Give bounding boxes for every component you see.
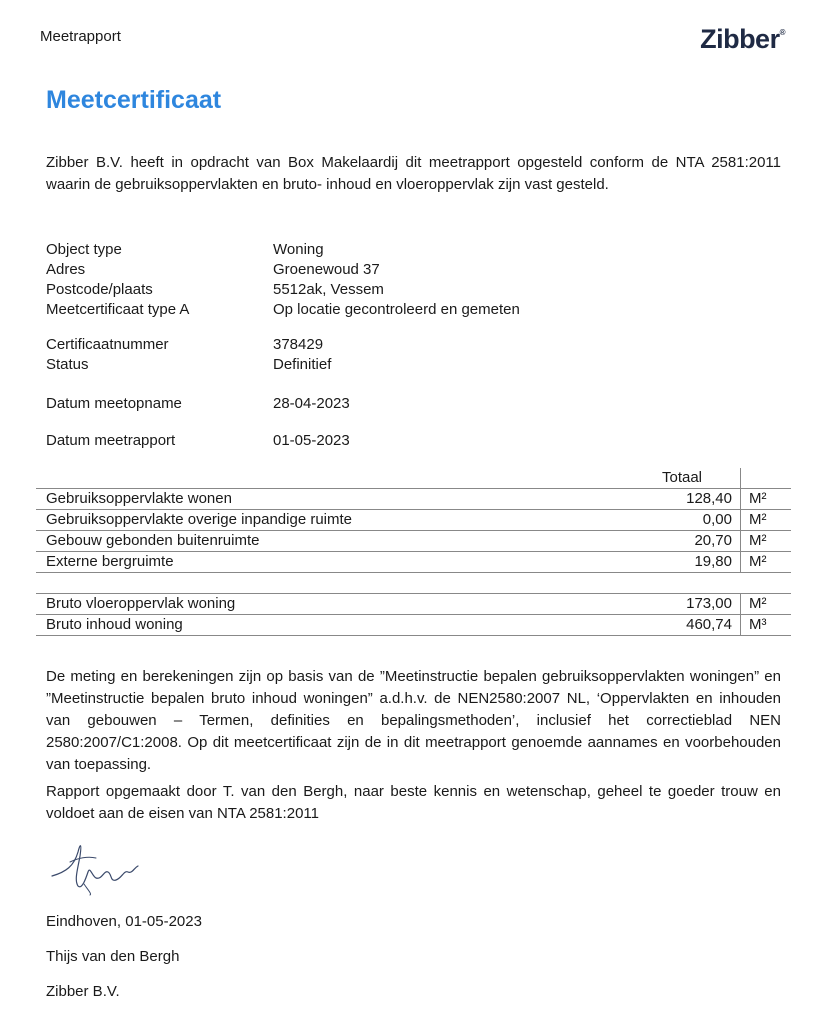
methodology-paragraph: De meting en berekeningen zijn op basis van de ”Meetinstructie bepalen gebruiksoppervlakten woningen” en ”Meetinstructie bepalen bruto inhoud woningen” a.d.h.v. de NEN2580:2007 NL, ‘Oppervlakten en inhouden van gebouwen – Termen, definities en bepalingsmethoden’, inclusief het correctieblad NEN 2580:2007/C1:2008. Op dit meetcertificaat zijn de in dit meetrapport genoemde aannames en voorbehouden van toepassing. xyxy=(46,668,781,773)
row-value: 173,00 xyxy=(622,594,741,615)
signatory-name: Thijs van den Bergh xyxy=(46,948,180,965)
row-value: 19,80 xyxy=(622,552,741,573)
measurement-table xyxy=(36,468,791,636)
logo-mark: ® xyxy=(779,28,785,37)
info-label: Meetcertificaat type A xyxy=(46,301,190,318)
info-value: 378429 xyxy=(273,336,324,353)
info-row-certificaatnummer xyxy=(46,335,781,355)
row-unit: M² xyxy=(741,552,792,573)
header-label: Meetrapport xyxy=(40,28,121,45)
zibber-logo xyxy=(700,24,785,55)
info-label: Object type xyxy=(46,241,122,258)
table-row xyxy=(36,594,791,615)
table-row xyxy=(36,615,791,636)
place-date: Eindhoven, 01-05-2023 xyxy=(46,913,202,930)
info-row-datum-meetrapport xyxy=(46,431,781,451)
row-unit: M² xyxy=(741,510,792,531)
table-row xyxy=(36,531,791,552)
logo-text: Zibber xyxy=(700,24,780,54)
row-value: 0,00 xyxy=(622,510,741,531)
info-value: Op locatie gecontroleerd en gemeten xyxy=(273,301,520,318)
info-label: Datum meetopname xyxy=(46,395,182,412)
info-row-object-type xyxy=(46,240,781,260)
row-value: 128,40 xyxy=(622,489,741,510)
row-label: Externe bergruimte xyxy=(36,552,622,573)
info-row-adres xyxy=(46,260,781,280)
row-unit: M² xyxy=(741,489,792,510)
row-label: Gebruiksoppervlakte overige inpandige ruimte xyxy=(36,510,622,531)
info-label: Datum meetrapport xyxy=(46,432,176,449)
row-label: Gebouw gebonden buitenruimte xyxy=(36,531,622,552)
info-label: Certificaatnummer xyxy=(46,336,169,353)
column-header-totaal: Totaal xyxy=(622,468,741,489)
info-row-postcode xyxy=(46,280,781,300)
table-spacer-row xyxy=(36,573,791,594)
page-title: Meetcertificaat xyxy=(46,86,222,114)
row-label: Bruto vloeroppervlak woning xyxy=(36,594,622,615)
info-row-status xyxy=(46,355,781,375)
info-value: 5512ak, Vessem xyxy=(273,281,384,298)
table-row xyxy=(36,489,791,510)
info-value: Groenewoud 37 xyxy=(273,261,380,278)
row-unit: M² xyxy=(741,531,792,552)
row-unit: M³ xyxy=(741,615,792,636)
info-value: 28-04-2023 xyxy=(273,395,350,412)
row-unit: M² xyxy=(741,594,792,615)
row-label: Gebruiksoppervlakte wonen xyxy=(36,489,622,510)
company-name: Zibber B.V. xyxy=(46,983,120,1000)
row-label: Bruto inhoud woning xyxy=(36,615,622,636)
signature-image xyxy=(44,832,164,896)
info-value: Woning xyxy=(273,241,324,258)
table-row xyxy=(36,510,791,531)
intro-paragraph: Zibber B.V. heeft in opdracht van Box Makelaardij dit meetrapport opgesteld conform de NTA 2581:2011 waarin de gebruiksoppervlakten en bruto- inhoud en vloeroppervlak zijn vast gesteld. xyxy=(46,154,781,193)
object-info xyxy=(46,240,781,451)
table-header-row xyxy=(36,468,791,489)
row-value: 20,70 xyxy=(622,531,741,552)
author-statement-paragraph: Rapport opgemaakt door T. van den Bergh, naar beste kennis en wetenschap, geheel te goeder trouw en voldoet aan de eisen van NTA 2581:2011 xyxy=(46,783,781,822)
row-value: 460,74 xyxy=(622,615,741,636)
info-row-type-a xyxy=(46,300,781,320)
info-row-datum-meetopname xyxy=(46,394,781,414)
table-row xyxy=(36,552,791,573)
info-value: 01-05-2023 xyxy=(273,432,350,449)
info-label: Postcode/plaats xyxy=(46,281,153,298)
info-label: Status xyxy=(46,356,89,373)
info-label: Adres xyxy=(46,261,86,278)
info-value: Definitief xyxy=(273,356,332,373)
